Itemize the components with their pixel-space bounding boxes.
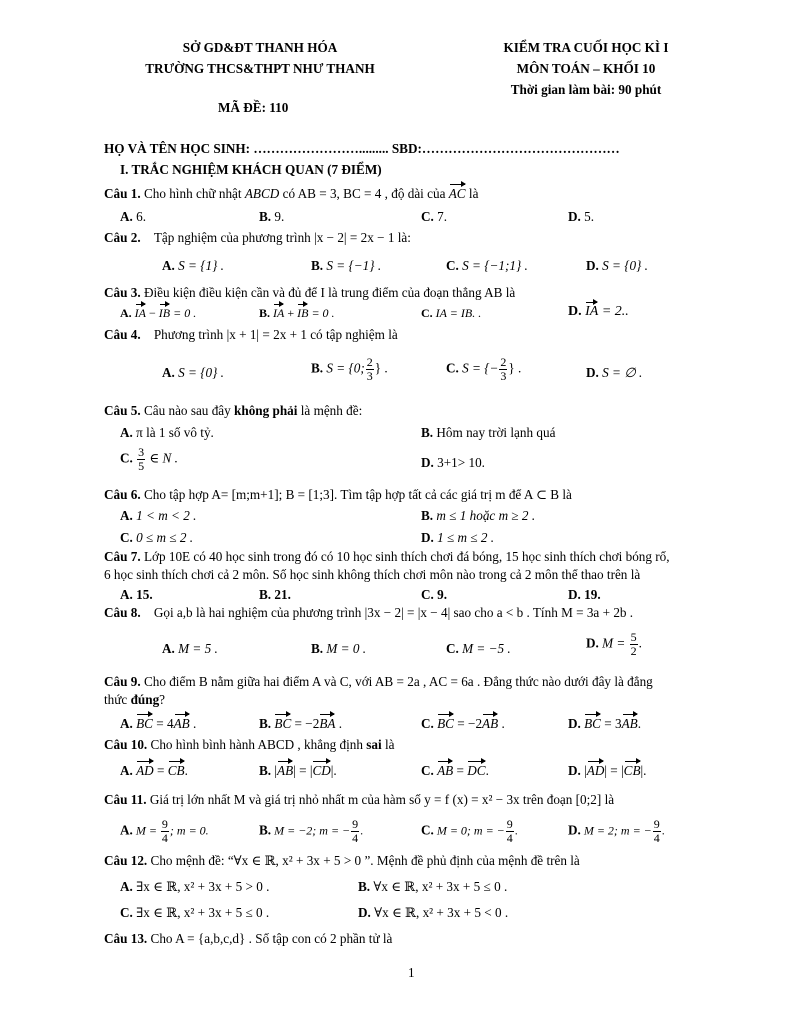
option-text: = 4 <box>156 716 174 731</box>
option-label: B. <box>259 822 272 838</box>
question-label: Câu 1. <box>104 186 141 201</box>
question-emphasis: đúng <box>130 692 160 707</box>
q1-option-a[interactable] <box>120 209 146 225</box>
option-text: ∀x ∈ ℝ, x² + 3x + 5 < 0 . <box>374 905 509 920</box>
option-text: . <box>638 635 642 651</box>
question-label: Câu 13. <box>104 931 148 946</box>
fraction-numerator: 2 <box>366 355 373 369</box>
option-text: = 3 <box>604 716 622 731</box>
question-text: là <box>381 737 395 752</box>
option-label: D. <box>586 365 599 380</box>
q1-option-b[interactable] <box>259 209 284 225</box>
vector-ab: AB <box>437 763 454 778</box>
option-label: D. <box>421 455 434 470</box>
option-text: 21. <box>274 587 291 602</box>
option-label: C. <box>421 763 434 778</box>
q9-option-a[interactable]: A. BC = 4AB . <box>120 716 197 731</box>
q11-option-a[interactable] <box>120 818 209 845</box>
question-text: có AB = 3, BC = 4 , độ dài của <box>279 186 449 201</box>
q10-option-a[interactable]: A. AD = CB. <box>120 763 188 778</box>
vector-ia: IA <box>273 306 285 320</box>
option-label: B. <box>311 258 324 273</box>
question-text: thức <box>104 692 131 707</box>
fraction-numerator: 3 <box>138 445 145 459</box>
q3-option-d[interactable] <box>568 304 629 320</box>
option-label: B. <box>421 425 434 440</box>
q2-option-d[interactable] <box>586 258 648 274</box>
q1-option-d[interactable] <box>568 209 594 225</box>
option-text: ∃x ∈ ℝ, x² + 3x + 5 ≤ 0 . <box>136 905 270 920</box>
option-label: D. <box>568 822 581 838</box>
q12-option-a[interactable] <box>120 879 269 895</box>
question-10 <box>104 737 395 753</box>
vector-bc: BC <box>136 716 153 731</box>
q8-option-c[interactable] <box>446 641 511 657</box>
question-7-line2: 6 học sinh thích chơi cả 2 môn. Số học sinh không thích chơi môn nào trong cả 2 môn thể thao trên là <box>104 567 641 582</box>
question-text: ABCD <box>244 186 280 201</box>
question-8 <box>104 605 633 621</box>
option-text: 0 ≤ m ≤ 2 . <box>136 530 194 545</box>
q7-option-d[interactable] <box>568 587 601 603</box>
vector-bc: BC <box>584 716 601 731</box>
vector-ia: IA <box>585 304 599 319</box>
option-text: = −2 <box>294 716 320 731</box>
exam-code: MÃ ĐỀ: 110 <box>218 100 289 115</box>
option-text: m ≤ 1 hoặc m ≥ 2 . <box>436 508 536 523</box>
exam-title: KIỂM TRA CUỐI HỌC KÌ I <box>503 40 669 55</box>
option-label: C. <box>120 905 133 920</box>
option-text: = −2 <box>457 716 483 731</box>
option-label: A. <box>120 763 133 778</box>
q3-option-b[interactable]: B. IA + IB = 0 . <box>259 306 335 320</box>
question-7 <box>104 549 670 565</box>
option-text: M = 0; m = − <box>436 823 505 838</box>
question-3 <box>104 285 515 301</box>
option-text: ∈ N . <box>146 450 178 466</box>
question-label: Câu 2. <box>104 230 141 245</box>
option-label: C. <box>446 258 459 273</box>
fraction-numerator: 9 <box>653 817 660 831</box>
q8-option-d[interactable] <box>586 631 642 658</box>
option-text: 19. <box>584 587 601 602</box>
question-text: Lớp 10E có 40 học sinh trong đó có 10 học sinh thích chơi đá bóng, 15 học sinh thích chơi bóng rổ, <box>140 549 670 564</box>
option-label: C. <box>446 360 459 376</box>
option-label: C. <box>446 641 459 656</box>
option-text: = 0 . <box>170 306 197 320</box>
option-text: ∃x ∈ ℝ, x² + 3x + 5 > 0 . <box>136 879 270 894</box>
header-left <box>130 37 390 79</box>
question-text: Điều kiện điều kiện cần và đủ để I là trung điểm của đoạn thẳng AB là <box>140 285 516 300</box>
question-emphasis: sai <box>366 737 382 752</box>
option-text: M = 0 . <box>326 641 367 656</box>
option-label: C. <box>421 306 433 320</box>
q6-option-c[interactable] <box>120 530 193 546</box>
option-text: M = <box>602 635 629 651</box>
question-text: ? <box>159 692 166 707</box>
fraction-denominator: 2 <box>630 644 637 658</box>
option-label: D. <box>568 587 581 602</box>
fraction <box>653 818 661 845</box>
option-label: D. <box>358 905 371 920</box>
option-text: 1 ≤ m ≤ 2 . <box>437 530 495 545</box>
vector-ab: AB <box>621 716 638 731</box>
option-label: B. <box>259 716 272 731</box>
question-label: Câu 12. <box>104 853 148 868</box>
option-label: B. <box>259 587 272 602</box>
q4-option-d[interactable] <box>586 365 642 381</box>
section-title: I. TRẮC NGHIỆM KHÁCH QUAN (7 ĐIỂM) <box>120 162 382 177</box>
q5-option-c[interactable] <box>120 446 178 473</box>
option-label: B. <box>358 879 371 894</box>
fraction-denominator: 3 <box>500 369 507 383</box>
option-text: 9. <box>437 587 448 602</box>
question-text: Phương trình |x + 1| = 2x + 1 có tập nghiệm là <box>153 327 398 342</box>
question-9-line2 <box>104 692 165 708</box>
question-label: Câu 10. <box>104 737 148 752</box>
question-13 <box>104 931 392 947</box>
vector-bc: BC <box>437 716 454 731</box>
option-text: S = {1} . <box>178 258 224 273</box>
option-label: D. <box>421 530 434 545</box>
fraction <box>351 818 359 845</box>
option-label: B. <box>311 360 324 376</box>
q4-option-a[interactable] <box>162 365 224 381</box>
option-text: M = 5 . <box>178 641 218 656</box>
fraction <box>630 631 638 658</box>
option-text: S = {0; <box>326 360 365 376</box>
option-label: A. <box>162 641 175 656</box>
question-text: là <box>465 186 479 201</box>
option-text: } . <box>374 360 388 376</box>
question-2 <box>104 230 411 246</box>
option-text: ∀x ∈ ℝ, x² + 3x + 5 ≤ 0 . <box>373 879 508 894</box>
fraction-denominator: 3 <box>366 369 373 383</box>
fraction-denominator: 4 <box>352 831 359 845</box>
vector-dc: DC <box>467 763 486 778</box>
option-label: A. <box>162 365 175 380</box>
vector-cd: CD <box>312 763 331 778</box>
question-text: Cho mệnh đề: “∀x ∈ ℝ, x² + 3x + 5 > 0 ”. Mệnh đề phủ định của mệnh đề trên là <box>147 853 580 868</box>
option-label: A. <box>120 822 133 838</box>
question-12 <box>104 853 580 869</box>
option-label: A. <box>120 587 133 602</box>
option-text: . <box>514 823 518 838</box>
q11-option-c[interactable] <box>421 818 518 845</box>
fraction-denominator: 4 <box>161 831 168 845</box>
q10-option-b[interactable]: B. |AB| = |CD|. <box>259 763 337 778</box>
q7-option-a[interactable] <box>120 587 153 603</box>
option-text: 9. <box>274 209 285 224</box>
question-text: Giá trị lớn nhất M và giá trị nhỏ nhất m của hàm số y = f (x) = x² − 3x trên đoạn [0;2] là <box>146 792 615 807</box>
fraction-numerator: 9 <box>352 817 359 831</box>
fraction <box>506 818 514 845</box>
fraction <box>499 356 507 383</box>
q2-option-c[interactable] <box>446 258 528 274</box>
q2-option-a[interactable] <box>162 258 224 274</box>
question-emphasis: không phải <box>234 403 298 418</box>
q1-option-c[interactable] <box>421 209 447 225</box>
vector-ia: IA <box>134 306 146 320</box>
question-text: là mệnh đề: <box>297 403 363 418</box>
q11-option-b[interactable] <box>259 818 363 845</box>
option-text: π là 1 số vô tỷ. <box>136 425 214 440</box>
option-text: IA = IB. . <box>435 306 482 320</box>
option-label: B. <box>311 641 324 656</box>
q10-option-d[interactable]: D. |AD| = |CB|. <box>568 763 647 778</box>
vector-ad: AD <box>586 763 605 778</box>
q6-option-b[interactable] <box>421 508 535 524</box>
q3-option-c[interactable] <box>421 306 481 321</box>
question-text: Cho A = {a,b,c,d} . Số tập con có 2 phần tử là <box>147 931 393 946</box>
q5-option-a[interactable] <box>120 425 214 441</box>
vector-ad: AD <box>136 763 154 778</box>
q2-option-b[interactable] <box>311 258 381 274</box>
q8-option-a[interactable] <box>162 641 218 657</box>
question-text: Câu nào sau đây <box>140 403 235 418</box>
q7-option-b[interactable] <box>259 587 291 603</box>
q7-option-c[interactable] <box>421 587 447 603</box>
question-text: Cho hình bình hành ABCD , khẳng định <box>147 737 367 752</box>
option-label: C. <box>421 822 434 838</box>
option-label: C. <box>421 716 434 731</box>
vector-ab: AB <box>482 716 499 731</box>
question-6 <box>104 487 572 503</box>
option-text: S = ∅ . <box>602 365 643 380</box>
option-label: B. <box>259 209 272 224</box>
q12-option-c[interactable] <box>120 905 269 921</box>
option-label: A. <box>120 306 132 320</box>
option-label: C. <box>120 450 133 466</box>
q9-option-b[interactable]: B. BC = −2BA . <box>259 716 343 731</box>
q5-option-d[interactable] <box>421 455 485 471</box>
fraction-numerator: 5 <box>630 630 637 644</box>
question-text: Cho tập hợp A= [m;m+1]; B = [1;3]. Tìm tập hợp tất cả các giá trị m để A ⊂ B là <box>140 487 572 502</box>
fraction <box>161 818 169 845</box>
q12-option-d[interactable] <box>358 905 508 921</box>
option-label: D. <box>568 763 581 778</box>
option-text: 5. <box>584 209 595 224</box>
option-text: M = −2; m = − <box>274 823 351 838</box>
question-label: Câu 6. <box>104 487 141 502</box>
fraction-numerator: 9 <box>161 817 168 831</box>
vector-cb: CB <box>623 763 641 778</box>
option-text: M = 2; m = − <box>583 823 652 838</box>
option-text: 3+1> 10. <box>437 455 485 470</box>
q12-option-b[interactable] <box>358 879 507 895</box>
fraction-denominator: 4 <box>653 831 660 845</box>
question-5 <box>104 403 362 419</box>
q4-option-c[interactable] <box>446 356 521 383</box>
fraction-denominator: 4 <box>506 831 513 845</box>
option-label: A. <box>162 258 175 273</box>
school-name: TRƯỜNG THCS&THPT NHƯ THANH <box>145 61 375 76</box>
page-number: 1 <box>408 965 415 980</box>
question-label: Câu 11. <box>104 792 147 807</box>
question-label: Câu 3. <box>104 285 141 300</box>
option-label: B. <box>259 306 271 320</box>
option-text: S = {0} . <box>602 258 648 273</box>
q9-option-c[interactable]: C. BC = −2AB . <box>421 716 505 731</box>
option-text: S = {− <box>462 360 499 376</box>
option-text: . <box>661 823 665 838</box>
department-name: SỞ GD&ĐT THANH HÓA <box>182 40 338 55</box>
question-text: Cho điểm B nằm giữa hai điểm A và C, với AB = 2a , AC = 6a . Đẳng thức nào dưới đây là đẳng <box>140 674 653 689</box>
option-text: S = {−1;1} . <box>462 258 528 273</box>
fraction-numerator: 2 <box>500 355 507 369</box>
vector-ba: BA <box>319 716 336 731</box>
question-4 <box>104 327 398 343</box>
header-right <box>468 37 704 100</box>
option-text: = 0 . <box>308 306 335 320</box>
option-text: 7. <box>437 209 448 224</box>
option-label: D. <box>568 209 581 224</box>
option-label: C. <box>120 530 133 545</box>
question-9 <box>104 674 653 690</box>
q11-option-d[interactable] <box>568 818 665 845</box>
option-label: C. <box>421 587 434 602</box>
option-label: A. <box>120 425 133 440</box>
q3-option-a[interactable]: A. IA − IB = 0 . <box>120 306 197 320</box>
vector-bc: BC <box>274 716 292 731</box>
option-label: D. <box>586 635 599 651</box>
option-label: D. <box>586 258 599 273</box>
question-label: Câu 4. <box>104 327 141 342</box>
option-text: 15. <box>136 587 153 602</box>
fraction <box>366 356 374 383</box>
fraction-numerator: 9 <box>506 817 513 831</box>
q4-option-b[interactable] <box>311 356 388 383</box>
question-text: Gọi a,b là hai nghiệm của phương trình |3x − 2| = |x − 4| sao cho a < b . Tính M = 3a + 2b . <box>153 605 634 620</box>
option-label: D. <box>568 304 582 319</box>
q6-option-a[interactable] <box>120 508 196 524</box>
vector-ab: AB <box>277 763 294 778</box>
option-text: ; m = 0. <box>169 823 209 838</box>
option-text: 1 < m < 2 . <box>136 508 197 523</box>
option-label: D. <box>568 716 581 731</box>
option-text: M = −5 . <box>462 641 511 656</box>
option-text: } . <box>508 360 522 376</box>
subject-title: MÔN TOÁN – KHỐI 10 <box>516 61 656 76</box>
vector-ac: AC <box>448 186 466 201</box>
option-label: B. <box>259 763 272 778</box>
q8-option-b[interactable] <box>311 641 366 657</box>
option-text: S = {−1} . <box>326 258 382 273</box>
option-label: A. <box>120 209 133 224</box>
q5-option-b[interactable] <box>421 425 555 441</box>
option-label: A. <box>120 716 133 731</box>
option-text: M = <box>135 823 160 838</box>
option-text: Hôm nay trời lạnh quá <box>436 425 556 440</box>
option-text: S = {0} . <box>178 365 224 380</box>
question-label: Câu 5. <box>104 403 141 418</box>
question-text: Cho hình chữ nhật <box>140 186 245 201</box>
option-text: . <box>360 823 364 838</box>
option-label: A. <box>120 879 133 894</box>
option-text: 6. <box>136 209 147 224</box>
fraction-denominator: 5 <box>138 459 145 473</box>
option-label: B. <box>421 508 434 523</box>
question-1 <box>104 186 478 202</box>
question-11 <box>104 792 614 808</box>
question-label: Câu 9. <box>104 674 141 689</box>
q9-option-d[interactable]: D. BC = 3AB. <box>568 716 642 731</box>
fraction <box>137 446 145 473</box>
q10-option-c[interactable]: C. AB = DC. <box>421 763 489 778</box>
question-text: Tập nghiệm của phương trình |x − 2| = 2x − 1 là: <box>153 230 411 245</box>
vector-ib: IB <box>158 306 171 320</box>
question-label: Câu 8. <box>104 605 141 620</box>
option-label: A. <box>120 508 133 523</box>
student-info-line: HỌ VÀ TÊN HỌC SINH: ……………………......... SBD:……………………………………… <box>104 141 620 156</box>
option-label: C. <box>421 209 434 224</box>
vector-ib: IB <box>297 306 309 320</box>
vector-ab: AB <box>173 716 190 731</box>
vector-cb: CB <box>167 763 185 778</box>
question-label: Câu 7. <box>104 549 141 564</box>
time-limit: Thời gian làm bài: 90 phút <box>510 82 662 97</box>
option-text: = 2.. <box>598 304 629 319</box>
q6-option-d[interactable] <box>421 530 494 546</box>
